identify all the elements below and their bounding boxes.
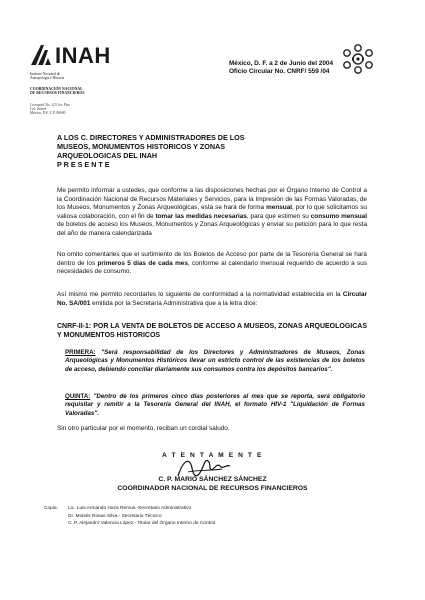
- address-line: Col. Juárez: [30, 107, 47, 112]
- institute-name: [30, 72, 140, 81]
- copies-label: Copia:: [44, 506, 58, 511]
- p3-text: emitida por la Secretaría Administrativa que a la letra dice:: [90, 299, 258, 307]
- ornament-seal-icon: [340, 43, 376, 75]
- p1-text: , por lo que solicitamos su valiosa colaboración, con el fin de: [57, 204, 367, 220]
- address-line: Liverpool No. 123 1er. Piso: [30, 103, 70, 107]
- clause-label: QUINTA:: [65, 393, 91, 400]
- address-line: México, D.F. C.P. 06600: [30, 111, 66, 116]
- p2-text: , conforme al calendario mensual requerido de acuerdo a sus necesidades de consumo.: [57, 259, 367, 276]
- clause-text: "Dentro de los primeros cinco días posteriores al mes que se reporta, será obligatorio requisitar y remitir a la Tesorería General del INAH, el formato HIV-1 "Liquidación de Formas Valoradas".: [65, 393, 365, 417]
- p1-bold-mensual: mensual: [266, 204, 293, 212]
- cnrf-heading: CNRF-II-1: POR LA VENTA DE BOLETOS DE ACCESO A MUSEOS, ZONAS ARQUEOLOGICAS Y MONUMENTOS HISTORICOS: [57, 323, 367, 339]
- paragraph-3: [57, 291, 367, 308]
- addressee-line: ARQUEOLOGICAS DEL INAH: [57, 151, 158, 160]
- coordination-line: DE RECURSOS FINANCIEROS: [30, 91, 85, 96]
- paragraph-1: [57, 187, 367, 239]
- coordination-name: [30, 87, 84, 96]
- clause-text: "Será responsabilidad de los Directores y Administradores de Museos, Zonas Arqueológicas y Monumentos Históricos llevar un estricto control de las existencias de los boletos de acceso, debiendo conciliar diariamente sus consumos contra los depósitos bancarios".: [65, 349, 365, 373]
- circular-number: Oficio Circular No. CNRF/ 559 /04: [228, 68, 330, 75]
- institute-line: Antropología e Historia: [30, 76, 65, 81]
- attentively-line: A T E N T A M E N T E: [161, 452, 263, 459]
- clause-primera: [65, 349, 365, 374]
- closing-line: Sin otro particular por el momento, reciban un cordial saludo.: [57, 425, 230, 432]
- p3-bold-circular: Circular No. SA/001: [57, 291, 367, 307]
- p2-text: No omito comentarles que el surtimiento de los Boletos de Acceso por parte de la Tesorería General se hará dentro de los: [57, 251, 367, 267]
- letter-date: México, D. F. a 2 de Junio del 2004: [228, 60, 333, 67]
- sender-address: [30, 103, 70, 116]
- logo-wordmark: INAH: [55, 44, 111, 66]
- clause-label: PRIMERA:: [65, 349, 96, 356]
- signer-name: C. P. MARIO SÁNCHEZ SÁNCHEZ: [158, 476, 267, 483]
- p2-bold-days: primeros 5 días de cada mes: [97, 259, 188, 267]
- coordination-line: COORDINACIÓN NACIONAL: [30, 87, 83, 91]
- signer-block: [0, 476, 425, 493]
- addressee-block: [57, 133, 357, 169]
- signer-title: COORDINADOR NACIONAL DE RECURSOS FINANCIEROS: [117, 484, 308, 492]
- p1-bold-medidas: tomar las medidas necesarias: [155, 212, 247, 220]
- institute-line: Instituto Nacional de: [30, 72, 61, 76]
- presente-line: P R E S E N T E: [57, 160, 110, 169]
- copy-recipient: Dr. Moisés Rosas Silva.- Secretario Técnico: [68, 513, 162, 519]
- p1-text: de boletos de acceso los Museos, Monumentos y Zonas Arqueológicas y enviar su petición para lo que resta del año de manera calendarizada: [57, 221, 367, 237]
- copy-recipient: Lic. Luis Armando Haza Remus.-Secretario Administrativo: [68, 506, 192, 511]
- p1-text: Me permito informar a ustedes, que conforme a las disposiciones hechas por el Órgano Interno de Control a la Coordinación Nacional de Recursos Materiales y Servicios, para la Impresión de las Formas Valoradas, de los Museos, Monumentos y Zonas Arqueológicas, esta se hará de forma: [57, 187, 367, 212]
- addressee-line: MUSEOS, MONUMENTOS HISTORICOS Y ZONAS: [57, 142, 225, 151]
- clause-quinta: [65, 393, 365, 418]
- p3-text: Así mismo me permito recordarles lo siguiente de conformidad a la normatividad establecida en la: [57, 291, 343, 298]
- copies-list: [68, 505, 328, 528]
- date-block: [229, 60, 333, 76]
- paragraph-2: [57, 251, 367, 277]
- p1-bold-consumo: consumo mensual: [310, 212, 367, 220]
- inah-logo: [30, 44, 125, 66]
- addressee-line: A LOS C. DIRECTORES Y ADMINISTRADORES DE LOS: [57, 133, 245, 142]
- p1-text: , para que estimen su: [246, 212, 311, 220]
- copy-recipient: C .P. Alejandro Valencia López.- Titular del Órgano Interno de Control.: [68, 521, 217, 527]
